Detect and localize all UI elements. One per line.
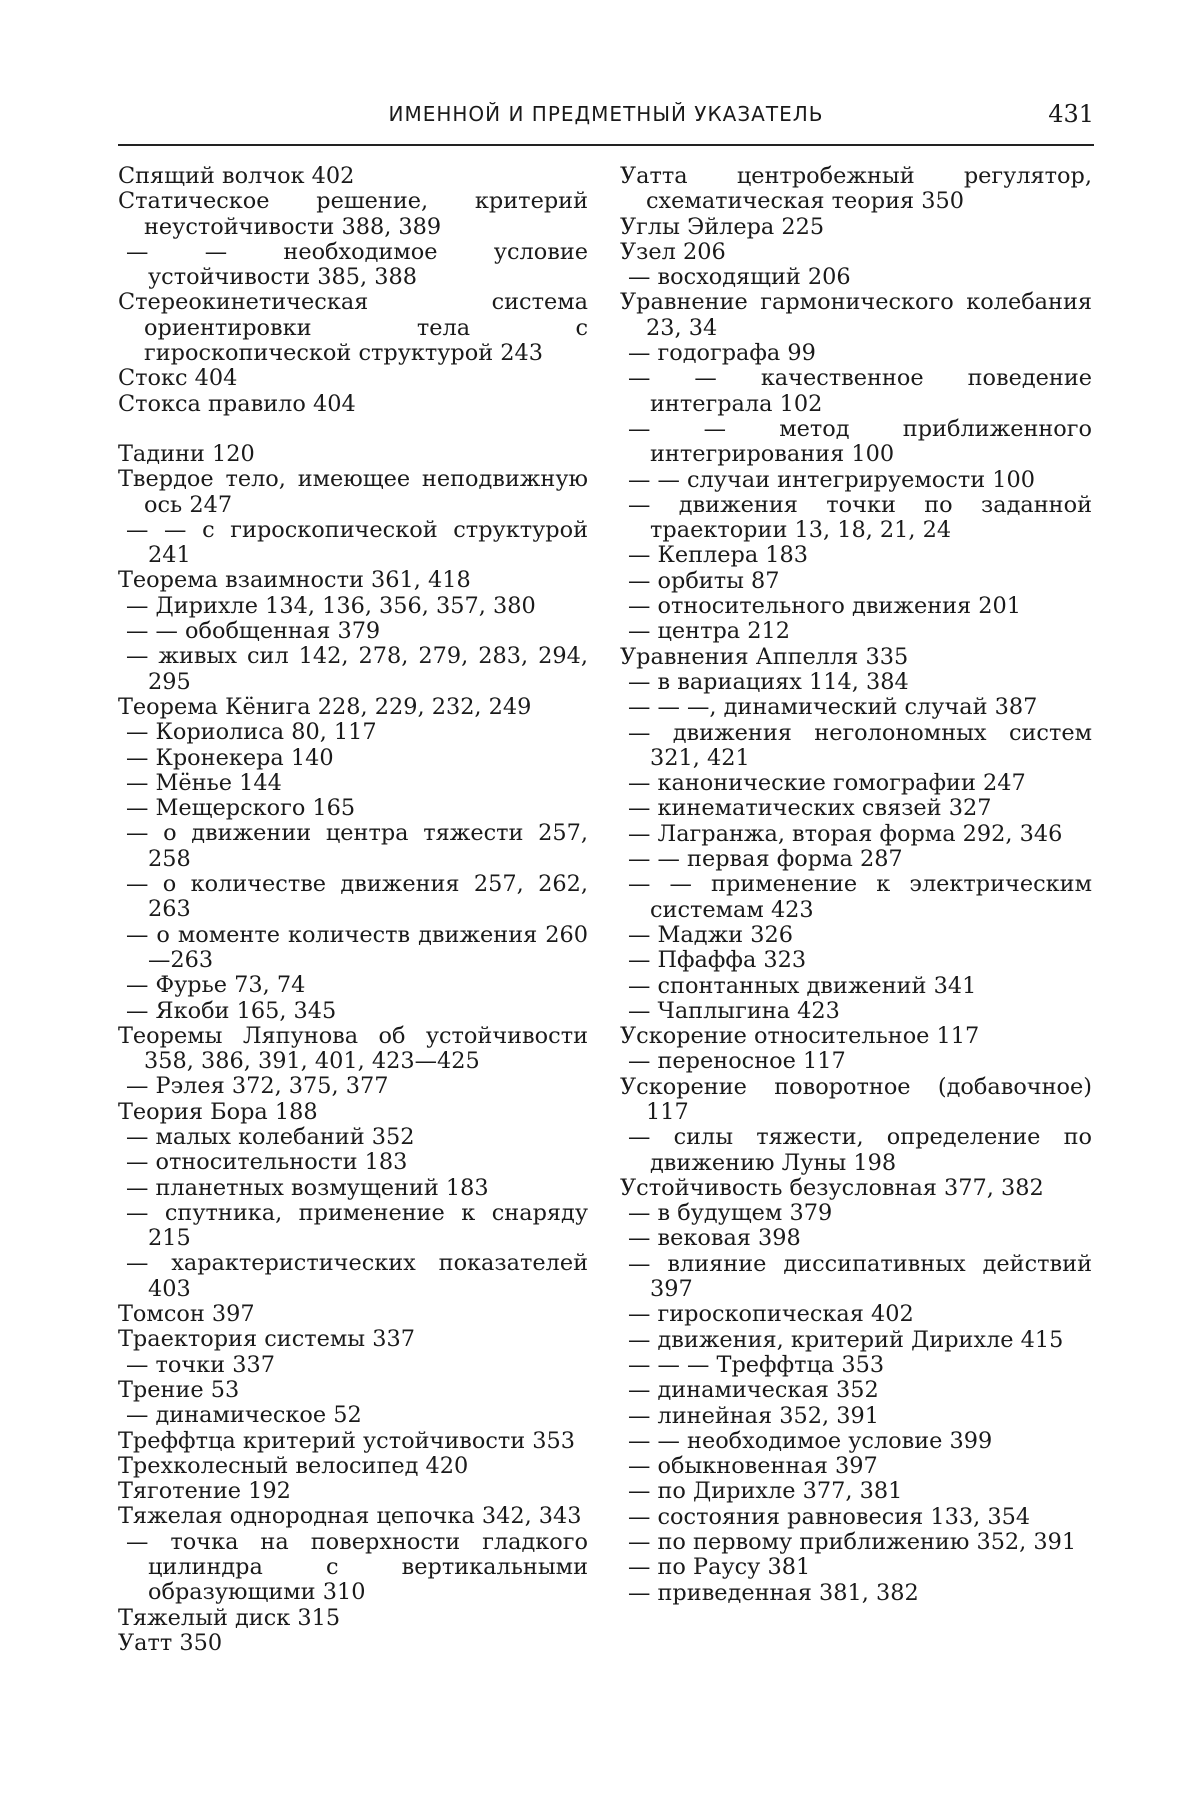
header-rule [118, 144, 1094, 146]
index-entry: — — первая форма 287 [628, 846, 903, 873]
index-entry: — Рэлея 372, 375, 377 [126, 1073, 389, 1100]
index-entry: Теорема взаимности 361, 418 [118, 567, 471, 594]
index-entry: — вековая 398 [628, 1225, 801, 1252]
index-entry: — Кориолиса 80, 117 [126, 719, 377, 746]
index-entry: — движения, критерий Дирихле 415 [628, 1326, 1064, 1353]
index-entry: — — применение к электрическим системам 423 [628, 871, 1092, 923]
index-entry: — спонтанных движений 341 [628, 972, 977, 999]
index-entry: — относительности 183 [126, 1149, 408, 1176]
index-entry: Твердое тело, имеющее неподвижную ось 247 [118, 466, 588, 518]
index-column-left [118, 164, 588, 1656]
index-entry: — о движении центра тяжести 257, 258 [126, 820, 588, 872]
index-entry: — — — Треффтца 353 [628, 1351, 885, 1378]
index-entry: Ускорение поворотное (добавочное) 117 [620, 1073, 1092, 1125]
index-entry: — точка на поверхности гладкого цилиндра с вертикальными образующими 310 [126, 1528, 588, 1606]
index-entry: — центра 212 [628, 618, 791, 645]
index-entry: — переносное 117 [628, 1048, 846, 1075]
index-entry: Уатт 350 [118, 1629, 223, 1656]
index-entry: Уатта центробежный регулятор, схематическая теория 350 [620, 163, 1092, 215]
index-entry: — гироскопическая 402 [628, 1301, 914, 1328]
index-entry: — — —, динамический случай 387 [628, 694, 1038, 721]
index-entry: — — с гироскопической структурой 241 [126, 516, 588, 569]
index-entry: — планетных возмущений 183 [126, 1174, 489, 1201]
index-entry: — малых колебаний 352 [126, 1123, 415, 1150]
index-entry: Спящий волчок 402 [118, 163, 355, 189]
index-entry: — спутника, применение к снаряду 215 [126, 1199, 588, 1252]
index-entry: Стереокинетическая система ориентировки тела с гироскопической структурой 243 [118, 289, 588, 367]
index-entry: — движения неголономных систем 321, 421 [628, 719, 1092, 771]
index-entry: — движения точки по заданной траектории 13, 18, 21, 24 [628, 491, 1092, 544]
index-entry: — линейная 352, 391 [628, 1402, 879, 1429]
index-entry: — — случаи интегрируемости 100 [628, 466, 1035, 493]
index-entry: Траектория системы 337 [118, 1326, 415, 1353]
index-entry: — Фурье 73, 74 [126, 972, 306, 999]
index-entry: Тяжелый диск 315 [118, 1604, 341, 1631]
index-entry: — о количестве движения 257, 262, 263 [126, 871, 588, 923]
index-entry: — кинематических связей 327 [628, 795, 992, 822]
index-entry: — Мещерского 165 [126, 795, 356, 822]
index-entry: — Кронекера 140 [126, 744, 334, 771]
index-entry: — о моменте количеств движения 260—263 [126, 921, 588, 973]
index-entry: — годографа 99 [628, 340, 816, 367]
index-entry: Теория Бора 188 [118, 1098, 318, 1125]
index-entry: — канонические гомографии 247 [628, 770, 1026, 797]
index-entry: Трение 53 [118, 1376, 240, 1403]
index-entry: — — обобщенная 379 [126, 618, 381, 645]
index-entry: Узел 206 [620, 238, 726, 265]
index-entry: — Якоби 165, 345 [126, 997, 337, 1024]
index-entry: — Дирихле 134, 136, 356, 357, 380 [126, 592, 536, 619]
index-entry: — в вариациях 114, 384 [628, 668, 909, 695]
index-entry: Углы Эйлера 225 [620, 213, 825, 240]
index-entry: Уравнения Аппелля 335 [620, 643, 909, 670]
index-entry: — Кеплера 183 [628, 542, 809, 569]
index-entry: — приведенная 381, 382 [628, 1579, 919, 1606]
index-entry: Тадини 120 [118, 440, 255, 467]
index-entry: — точки 337 [126, 1351, 275, 1378]
index-entry: Тяжелая однородная цепочка 342, 343 [118, 1503, 582, 1530]
index-entry: — динамическая 352 [628, 1377, 879, 1404]
index-entry: — обыкновенная 397 [628, 1453, 878, 1480]
index-entry: — по Раусу 381 [628, 1554, 811, 1581]
index-column-right [620, 164, 1092, 1606]
index-entry: — Мёнье 144 [126, 769, 282, 796]
running-title: ИМЕННОЙ И ПРЕДМЕТНЫЙ УКАЗАТЕЛЬ [388, 102, 824, 126]
index-entry: Статическое решение, критерий неустойчивости 388, 389 [118, 188, 588, 240]
index-entry: — влияние диссипативных действий 397 [628, 1250, 1092, 1303]
index-entry: — в будущем 379 [628, 1200, 833, 1227]
index-entry: — по первому приближению 352, 391 [628, 1529, 1077, 1556]
index-entry: — — необходимое условие 399 [628, 1427, 993, 1454]
index-entry: — относительного движения 201 [628, 593, 1022, 620]
index-entry: — восходящий 206 [628, 264, 851, 291]
index-entry: — живых сил 142, 278, 279, 283, 294, 295 [126, 643, 588, 695]
entry-gap [118, 417, 588, 442]
index-entry: — орбиты 87 [628, 567, 780, 594]
index-entry: — динамическое 52 [126, 1402, 362, 1429]
index-entry: — Лагранжа, вторая форма 292, 346 [628, 820, 1063, 847]
index-entry: Треффтца критерий устойчивости 353 [118, 1427, 576, 1454]
index-entry: Томсон 397 [118, 1301, 255, 1328]
index-entry: — характеристических показателей 403 [126, 1250, 588, 1302]
index-entry: Уравнение гармонического колебания 23, 34 [620, 289, 1092, 341]
index-entry: — Пфаффа 323 [628, 947, 807, 974]
index-entry: — — необходимое условие устойчивости 385, 388 [126, 238, 588, 291]
index-entry: Теорема Кёнига 228, 229, 232, 249 [118, 693, 532, 720]
index-entry: Стокса правило 404 [118, 390, 356, 417]
index-entry: Ускорение относительное 117 [620, 1023, 980, 1050]
page-number: 431 [1048, 100, 1094, 128]
index-entry: Трехколесный велосипед 420 [118, 1452, 469, 1479]
index-entry: — — качественное поведение интеграла 102 [628, 365, 1092, 417]
index-entry: Тяготение 192 [118, 1478, 291, 1505]
index-entry: — состояния равновесия 133, 354 [628, 1503, 1031, 1530]
index-entry: Устойчивость безусловная 377, 382 [620, 1174, 1044, 1201]
index-entry: — по Дирихле 377, 381 [628, 1478, 903, 1505]
index-entry: Стокс 404 [118, 365, 238, 392]
index-entry: — силы тяжести, определение по движению Луны 198 [628, 1124, 1092, 1176]
page-header [118, 96, 1094, 136]
index-entry: — — метод приближенного интегрирования 100 [628, 415, 1092, 468]
index-entry: Теоремы Ляпунова об устойчивости 358, 386, 391, 401, 423—425 [118, 1022, 588, 1075]
index-entry: — Чаплыгина 423 [628, 997, 840, 1024]
index-entry: — Маджи 326 [628, 921, 793, 948]
